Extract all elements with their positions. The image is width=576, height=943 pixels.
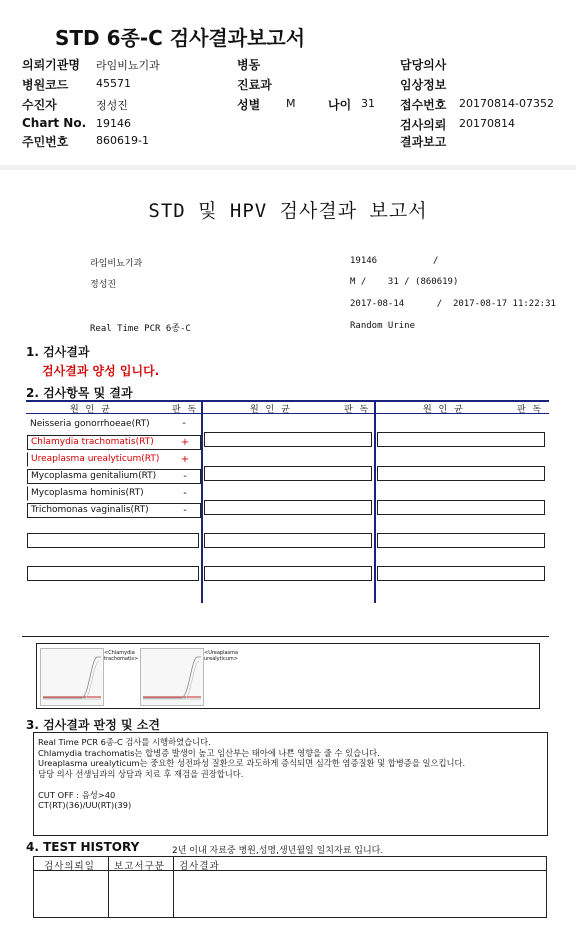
value-hospital-code: 45571: [96, 77, 131, 90]
empty-row: [377, 500, 545, 515]
list-item: [27, 469, 201, 484]
col-pathogen-1: 원 인 균: [70, 405, 112, 415]
judge-mark: +: [180, 437, 190, 448]
value-receipt-no: 20170814-07352: [459, 97, 554, 110]
opinion-line: 담당 의사 선생님과의 상담과 치료 후 재검을 권장합니다.: [38, 768, 244, 779]
label-doctor: 담당의사: [400, 58, 447, 72]
col-divider-1: [201, 400, 203, 603]
chart-label-uu: <Ureaplasma urealyticum>: [204, 650, 239, 662]
section4-heading: 4. TEST HISTORY: [26, 840, 140, 854]
value-age: 31: [361, 97, 375, 110]
col-divider-2: [374, 400, 376, 603]
empty-row: [377, 466, 545, 481]
judge-mark: -: [183, 471, 187, 482]
col-judge-3: 판 독: [517, 405, 544, 415]
section2-heading: 2. 검사항목 및 결과: [26, 386, 133, 400]
header-title: STD 6종-C 검사결과보고서: [55, 26, 306, 50]
judge-mark: -: [183, 488, 187, 499]
amplification-chart-ct: [40, 648, 104, 706]
list-item: [27, 452, 201, 467]
label-request-date: 검사의뢰: [400, 118, 447, 132]
info-specimen: Random Urine: [350, 321, 416, 331]
section-divider: [22, 636, 549, 637]
section3-heading: 3. 검사결과 판정 및 소견: [26, 718, 160, 732]
report-page: [0, 170, 576, 943]
amplification-curve-uu: [141, 649, 203, 705]
empty-row: [204, 566, 372, 581]
info-patient: 정성진: [90, 280, 117, 290]
value-requesting-institution: 라임비뇨기과: [96, 59, 160, 72]
value-patient: 정성진: [96, 99, 128, 112]
empty-row: [377, 533, 545, 548]
pathogen-name: Trichomonas vaginalis(RT): [31, 505, 149, 515]
pathogen-name: Neisseria gonorrhoeae(RT): [30, 419, 150, 429]
history-col-report-type: 보고서구분: [114, 861, 165, 872]
judge-mark: +: [180, 454, 190, 465]
opinion-line: [38, 779, 543, 790]
col-pathogen-2: 원 인 균: [250, 405, 292, 415]
info-slash: /: [433, 256, 439, 266]
report-title: STD 및 HPV 검사결과 보고서: [148, 200, 428, 222]
label-age: 나이: [328, 98, 352, 112]
report-header: [0, 0, 576, 165]
history-col-result: 검사결과: [179, 861, 220, 872]
empty-row: [204, 466, 372, 481]
pathogen-name: Chlamydia trachomatis(RT): [31, 437, 154, 447]
pathogen-name: Ureaplasma urealyticum(RT): [31, 454, 160, 464]
pathogen-list: [27, 418, 201, 518]
empty-row: [377, 432, 545, 447]
info-dates: 2017-08-14 / 2017-08-17 11:22:31: [350, 299, 556, 309]
value-request-date: 20170814: [459, 117, 515, 130]
amplification-charts: [36, 643, 540, 709]
value-chart-no: 19146: [96, 117, 131, 130]
result-positive-text: 검사결과 양성 입니다.: [42, 364, 160, 378]
value-sex: M: [286, 97, 296, 110]
label-patient: 수진자: [22, 98, 57, 112]
pathogen-name: Mycoplasma hominis(RT): [31, 488, 144, 498]
col-judge-2: 판 독: [344, 405, 371, 415]
section1-heading: 1. 검사결과: [26, 345, 90, 359]
opinion-line: Ureaplasma urealyticum는 중요한 성전파성 질환으로 과도하게 증식되면 심각한 염증질환 및 합병증을 일으킵니다.: [38, 758, 466, 768]
label-hospital-code: 병원코드: [22, 78, 69, 92]
label-clinical-info: 임상정보: [400, 78, 447, 92]
history-col-divider: [108, 857, 109, 917]
history-col-request-date: 검사의뢰일: [44, 861, 95, 872]
info-test-name: Real Time PCR 6종-C: [90, 324, 191, 334]
list-item: [27, 486, 201, 501]
judge-mark: -: [182, 418, 186, 429]
col-pathogen-3: 원 인 균: [423, 405, 465, 415]
opinion-box: [33, 732, 548, 836]
col-judge-1: 판 독: [172, 405, 199, 415]
opinion-line: Real Time PCR 6종-C 검사를 시행하였습니다.: [38, 737, 211, 747]
history-col-divider: [173, 857, 174, 917]
list-item: [27, 435, 201, 450]
label-result-report: 결과보고: [400, 135, 447, 149]
info-clinic: 라임비뇨기과: [90, 259, 143, 269]
opinion-line: CUT OFF : 음성>40: [38, 789, 116, 800]
opinion-line: Chlamydia trachomatis는 합병증 발생이 높고 임산부는 태아에 나쁜 영향을 줄 수 있습니다.: [38, 747, 380, 758]
label-receipt-no: 접수번호: [400, 98, 447, 112]
chart-label-ct: <Chlamydia trachomatis>: [104, 650, 139, 662]
empty-row: [204, 533, 372, 548]
label-department: 진료과: [237, 78, 272, 92]
opinion-line: CT(RT)(36)/UU(RT)(39): [38, 800, 132, 810]
label-ward: 병동: [237, 58, 261, 72]
list-item: [27, 503, 201, 518]
amplification-chart-uu: [140, 648, 204, 706]
judge-mark: -: [183, 505, 187, 516]
history-table: [33, 856, 547, 918]
amplification-curve-ct: [41, 649, 103, 705]
label-sex: 성별: [237, 98, 261, 112]
info-chart-no: 19146: [350, 256, 378, 266]
empty-row: [27, 533, 199, 548]
empty-row: [204, 432, 372, 447]
label-resident-no: 주민번호: [22, 135, 69, 149]
empty-row: [377, 566, 545, 581]
info-sex-age: M / 31 / (860619): [350, 277, 459, 287]
history-header-row: [34, 857, 546, 871]
label-chart-no: Chart No.: [22, 116, 87, 130]
value-resident-no: 860619-1: [96, 134, 149, 147]
label-requesting-institution: 의뢰기관명: [22, 58, 80, 72]
list-item: [27, 418, 201, 435]
history-note: 2년 이내 자료중 병원,성명,생년월일 일치자료 입니다.: [172, 846, 384, 856]
empty-row: [27, 566, 199, 581]
empty-row: [204, 500, 372, 515]
pathogen-name: Mycoplasma genitalium(RT): [31, 471, 157, 481]
